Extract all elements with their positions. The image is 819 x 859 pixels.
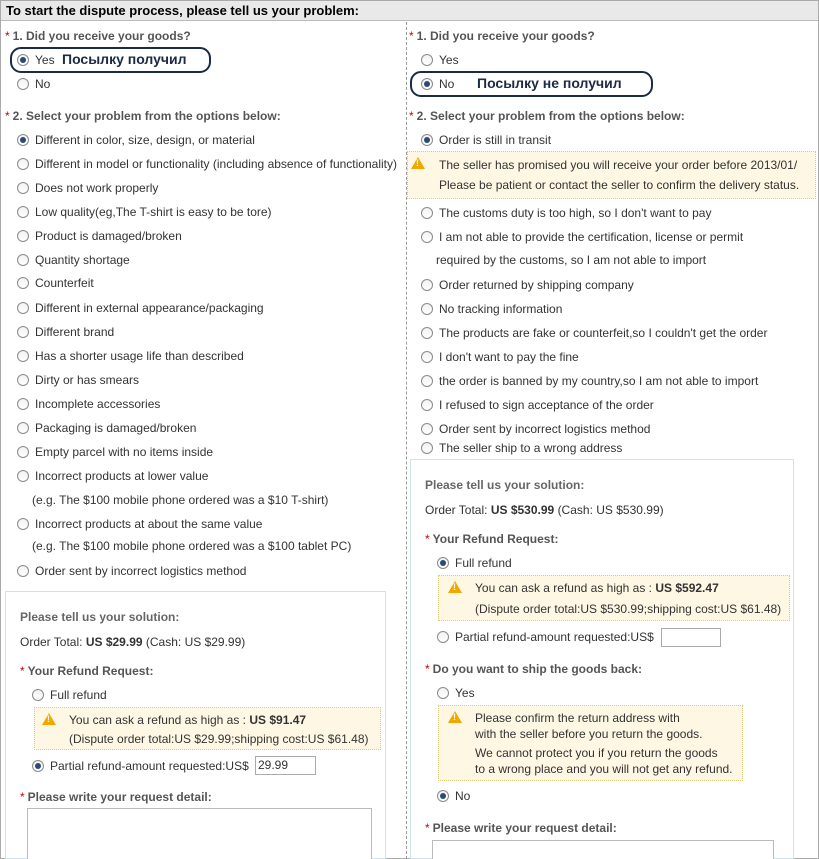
radio-icon[interactable] [17, 518, 29, 530]
left-option[interactable]: Different in model or functionality (including absence of functionality) [17, 157, 397, 171]
radio-selected-icon[interactable] [437, 557, 449, 569]
left-option[interactable]: Order sent by incorrect logistics method [17, 564, 246, 578]
radio-icon[interactable] [421, 423, 433, 435]
radio-icon[interactable] [17, 422, 29, 434]
radio-icon[interactable] [421, 327, 433, 339]
radio-icon[interactable] [421, 279, 433, 291]
radio-icon[interactable] [421, 231, 433, 243]
radio-icon[interactable] [32, 689, 44, 701]
left-q1-label: * 1. Did you receive your goods? [5, 29, 191, 43]
radio-selected-icon[interactable] [32, 760, 44, 772]
left-option[interactable]: Counterfeit [17, 276, 94, 290]
left-warn-line1: You can ask a refund as high as : US $91.47 [69, 713, 307, 727]
right-option-continuation: required by the customs, so I am not able to import [436, 253, 707, 267]
radio-icon[interactable] [17, 158, 29, 170]
warning-icon [411, 157, 425, 169]
left-option[interactable]: Product is damaged/broken [17, 229, 182, 243]
warning-icon [448, 711, 462, 723]
radio-icon[interactable] [17, 78, 29, 90]
right-partial-amount-input[interactable] [661, 628, 721, 647]
radio-icon[interactable] [17, 565, 29, 577]
right-option[interactable]: The seller ship to a wrong address [421, 441, 622, 455]
left-option[interactable]: Has a shorter usage life than described [17, 349, 244, 363]
right-q1-yes[interactable]: Yes [421, 53, 459, 67]
right-ship-warn1: Please confirm the return address with [475, 711, 680, 725]
radio-icon[interactable] [421, 54, 433, 66]
right-option[interactable]: Order returned by shipping company [421, 278, 634, 292]
radio-icon[interactable] [17, 374, 29, 386]
radio-icon[interactable] [17, 254, 29, 266]
radio-icon[interactable] [437, 631, 449, 643]
column-divider [406, 22, 407, 859]
right-option[interactable]: Order sent by incorrect logistics method [421, 422, 650, 436]
radio-icon[interactable] [17, 350, 29, 362]
left-option[interactable]: Packaging is damaged/broken [17, 421, 196, 435]
left-order-total: Order Total: US $29.99 (Cash: US $29.99) [20, 635, 246, 649]
left-callout-text: Посылку получил [62, 51, 187, 67]
warning-icon [448, 581, 462, 593]
right-option[interactable]: the order is banned by my country,so I am not able to import [421, 374, 758, 388]
left-q2-label: * 2. Select your problem from the options below: [5, 109, 281, 123]
right-refund-request-label: * Your Refund Request: [425, 532, 559, 546]
left-detail-textarea[interactable] [27, 808, 372, 859]
right-q2-label: * 2. Select your problem from the options below: [409, 109, 685, 123]
right-ship-warn2: with the seller before you return the goods. [475, 727, 703, 741]
right-ship-warn3: We cannot protect you if you return the goods [475, 746, 718, 760]
left-full-refund[interactable]: Full refund [32, 688, 107, 702]
right-option[interactable]: I refused to sign acceptance of the order [421, 398, 654, 412]
right-ship-warn4: to a wrong place and you will not get any refund. [475, 762, 733, 776]
radio-icon[interactable] [17, 302, 29, 314]
radio-icon[interactable] [17, 446, 29, 458]
right-full-refund[interactable]: Full refund [437, 556, 512, 570]
right-q1-label: * 1. Did you receive your goods? [409, 29, 595, 43]
radio-icon[interactable] [421, 399, 433, 411]
right-ship-back-yes[interactable]: Yes [437, 686, 475, 700]
left-solution-title: Please tell us your solution: [20, 610, 180, 624]
right-option[interactable]: I am not able to provide the certification, license or permit [421, 230, 743, 244]
left-option-example: (e.g. The $100 mobile phone ordered was a $100 tablet PC) [32, 539, 352, 553]
left-partial-refund[interactable]: Partial refund-amount requested:US$ [32, 759, 249, 773]
left-option[interactable]: Different in external appearance/packaging [17, 301, 264, 315]
right-warn-line2: (Dispute order total:US $530.99;shipping cost:US $61.48) [475, 602, 782, 616]
left-option[interactable]: Incorrect products at about the same value [17, 517, 262, 531]
left-option[interactable]: Incorrect products at lower value [17, 469, 208, 483]
left-option[interactable]: Different brand [17, 325, 114, 339]
left-refund-request-label: * Your Refund Request: [20, 664, 154, 678]
right-option[interactable]: Order is still in transit [421, 133, 551, 147]
radio-icon[interactable] [421, 207, 433, 219]
right-transit-warn2: Please be patient or contact the seller to confirm the delivery status. [439, 178, 800, 192]
left-option[interactable]: Quantity shortage [17, 253, 130, 267]
left-q1-yes[interactable]: Yes [17, 53, 55, 67]
radio-icon[interactable] [421, 351, 433, 363]
left-q1-no[interactable]: No [17, 77, 50, 91]
left-option-example: (e.g. The $100 mobile phone ordered was a $10 T-shirt) [32, 493, 329, 507]
left-option[interactable]: Empty parcel with no items inside [17, 445, 213, 459]
radio-icon[interactable] [17, 206, 29, 218]
right-ship-back-label: * Do you want to ship the goods back: [425, 662, 643, 676]
radio-selected-icon[interactable] [17, 54, 29, 66]
radio-icon[interactable] [421, 303, 433, 315]
radio-selected-icon[interactable] [421, 78, 433, 90]
left-option[interactable]: Different in color, size, design, or material [17, 133, 255, 147]
right-detail-label: * Please write your request detail: [425, 821, 617, 835]
radio-icon[interactable] [421, 375, 433, 387]
radio-selected-icon[interactable] [437, 790, 449, 802]
radio-icon[interactable] [421, 442, 433, 454]
left-option[interactable]: Low quality(eg,The T-shirt is easy to be tore) [17, 205, 272, 219]
right-option[interactable]: The customs duty is too high, so I don't want to pay [421, 206, 711, 220]
right-detail-textarea[interactable] [432, 840, 774, 859]
radio-icon[interactable] [17, 326, 29, 338]
right-option[interactable]: No tracking information [421, 302, 562, 316]
radio-icon[interactable] [17, 182, 29, 194]
radio-selected-icon[interactable] [17, 134, 29, 146]
right-warn-line1: You can ask a refund as high as : US $592.47 [475, 581, 719, 595]
left-warn-line2: (Dispute order total:US $29.99;shipping cost:US $61.48) [69, 732, 369, 746]
left-partial-amount-input[interactable]: 29.99 [255, 756, 316, 775]
right-ship-back-no[interactable]: No [437, 789, 470, 803]
radio-icon[interactable] [17, 398, 29, 410]
right-partial-refund[interactable]: Partial refund-amount requested:US$ [437, 630, 654, 644]
right-callout-text: Посылку не получил [477, 75, 622, 91]
radio-icon[interactable] [17, 470, 29, 482]
right-order-total: Order Total: US $530.99 (Cash: US $530.99) [425, 503, 664, 517]
right-solution-title: Please tell us your solution: [425, 478, 585, 492]
left-option[interactable]: Incomplete accessories [17, 397, 160, 411]
right-option[interactable]: I don't want to pay the fine [421, 350, 579, 364]
radio-icon[interactable] [17, 230, 29, 242]
radio-icon[interactable] [17, 277, 29, 289]
left-option[interactable]: Dirty or has smears [17, 373, 139, 387]
radio-selected-icon[interactable] [421, 134, 433, 146]
page-title: To start the dispute process, please tell us your problem: [1, 1, 818, 21]
left-detail-label: * Please write your request detail: [20, 790, 212, 804]
right-transit-warn1: The seller has promised you will receive your order before 2013/01/ [439, 158, 798, 172]
right-q1-no[interactable]: No [421, 77, 454, 91]
radio-icon[interactable] [437, 687, 449, 699]
warning-icon [42, 713, 56, 725]
right-option[interactable]: The products are fake or counterfeit,so I couldn't get the order [421, 326, 767, 340]
left-option[interactable]: Does not work properly [17, 181, 158, 195]
